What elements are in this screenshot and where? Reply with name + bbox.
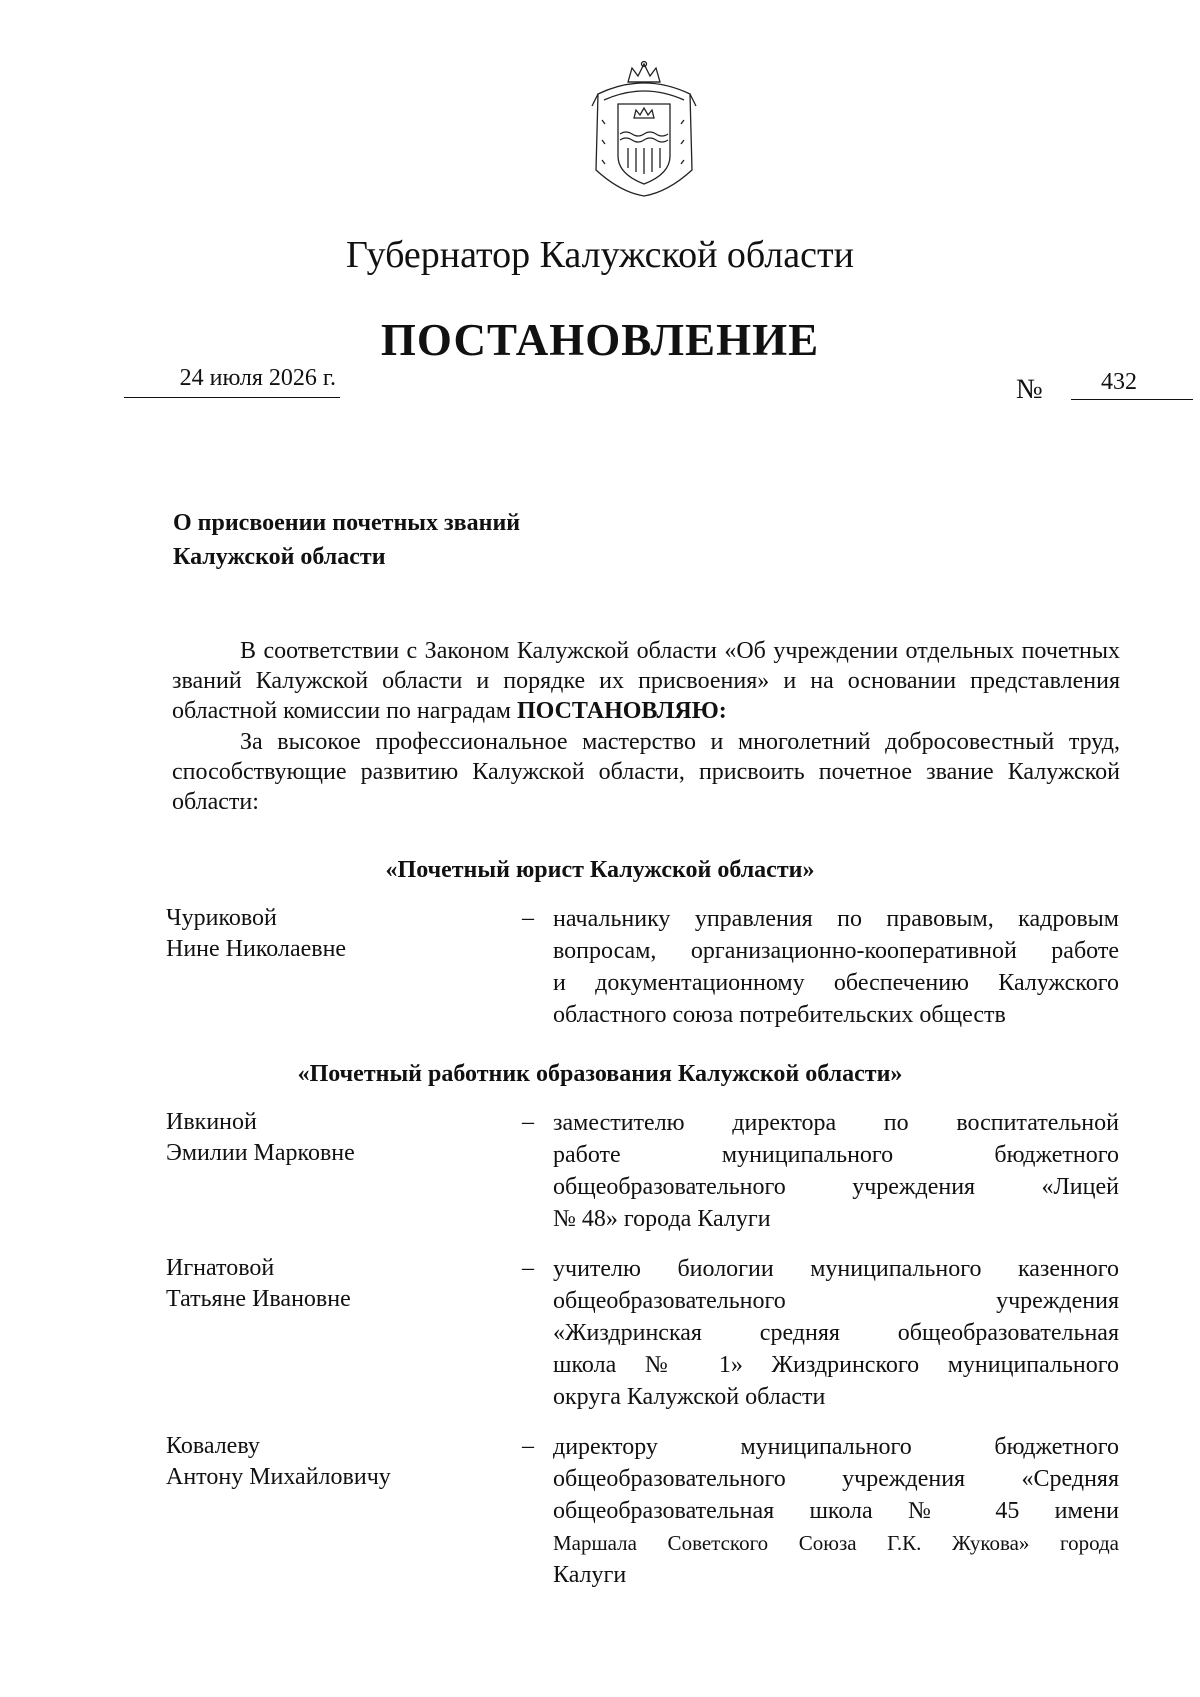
position-line: Калуги — [553, 1562, 627, 1588]
awardee-position — [553, 903, 1119, 1031]
position-line: работе муниципального бюджетного — [553, 1142, 1119, 1168]
awardee-name — [166, 1253, 506, 1315]
awardee-surname: Ковалеву — [166, 1433, 260, 1459]
entry-dash: – — [522, 905, 534, 931]
awardee-given-names: Нине Николаевне — [166, 936, 347, 962]
issuing-authority: Губернатор Калужской области — [346, 234, 854, 276]
preamble-paragraph — [172, 636, 1120, 726]
decree-word: ПОСТАНОВЛЯЮ: — [516, 698, 727, 724]
number-label: № — [1016, 374, 1043, 405]
award-paragraph: За высокое профессиональное мастерство и многолетний добросовестный труд, способствующие развитию Калужской области, присвоить почетное звание Калужской области: — [172, 729, 1120, 815]
position-line: общеобразовательного учреждения «Лицей — [553, 1174, 1119, 1200]
awardee-name — [166, 903, 506, 965]
position-line: директору муниципального бюджетного — [553, 1434, 1119, 1460]
position-line: вопросам, организационно-кооперативной работе — [553, 938, 1119, 964]
entry-dash: – — [522, 1109, 534, 1135]
position-line: «Жиздринская средняя общеобразовательная — [553, 1320, 1119, 1346]
awardee-name — [166, 1107, 506, 1169]
entry-dash: – — [522, 1433, 534, 1459]
awardee-surname: Ивкиной — [166, 1109, 257, 1135]
section-title: «Почетный юрист Калужской области» — [385, 857, 815, 883]
position-line: и документационному обеспечению Калужского — [553, 970, 1119, 996]
position-line: округа Калужской области — [553, 1384, 826, 1410]
document-date: 24 июля 2026 г. — [179, 365, 336, 391]
preamble-text: В соответствии с Законом Калужской области «Об учреждении отдельных почетных званий Калужской области и порядке их присвоения» и на основании представления областной комиссии по наградам — [172, 638, 1120, 724]
awardee-surname: Чуриковой — [166, 905, 277, 931]
awardee-given-names: Татьяне Ивановне — [166, 1286, 351, 1312]
position-line: общеобразовательного учреждения «Средняя — [553, 1466, 1119, 1492]
position-line: заместителю директора по воспитательной — [553, 1110, 1119, 1136]
position-line: Маршала Советского Союза Г.К. Жукова» города — [553, 1531, 1119, 1555]
document-number: 432 — [1071, 364, 1193, 400]
coat-of-arms-icon — [588, 60, 700, 198]
position-line: учителю биологии муниципального казенного — [553, 1256, 1119, 1282]
awardee-surname: Игнатовой — [166, 1255, 275, 1281]
awardee-name — [166, 1431, 506, 1493]
position-line: областного союза потребительских обществ — [553, 1002, 1006, 1028]
awardee-given-names: Эмилии Марковне — [166, 1140, 355, 1166]
awardee-position — [553, 1107, 1119, 1235]
position-line: школа № 1» Жиздринского муниципального — [553, 1352, 1119, 1378]
position-line: общеобразовательного учреждения — [553, 1288, 1119, 1314]
awardee-position — [553, 1253, 1119, 1413]
document-type: ПОСТАНОВЛЕНИЕ — [380, 315, 820, 365]
awardee-given-names: Антону Михайловичу — [166, 1464, 391, 1490]
subject-line-1: О присвоении почетных званий — [173, 510, 521, 536]
document-date-field — [124, 361, 340, 398]
position-line: общеобразовательная школа № 45 имени — [553, 1498, 1119, 1524]
entry-dash: – — [522, 1255, 534, 1281]
section-title: «Почетный работник образования Калужской области» — [297, 1061, 903, 1087]
position-line: № 48» города Калуги — [553, 1206, 771, 1232]
subject-line-2: Калужской области — [173, 544, 386, 570]
position-line: начальнику управления по правовым, кадровым — [553, 906, 1119, 932]
awardee-position — [553, 1431, 1119, 1591]
document-subject — [173, 506, 520, 574]
